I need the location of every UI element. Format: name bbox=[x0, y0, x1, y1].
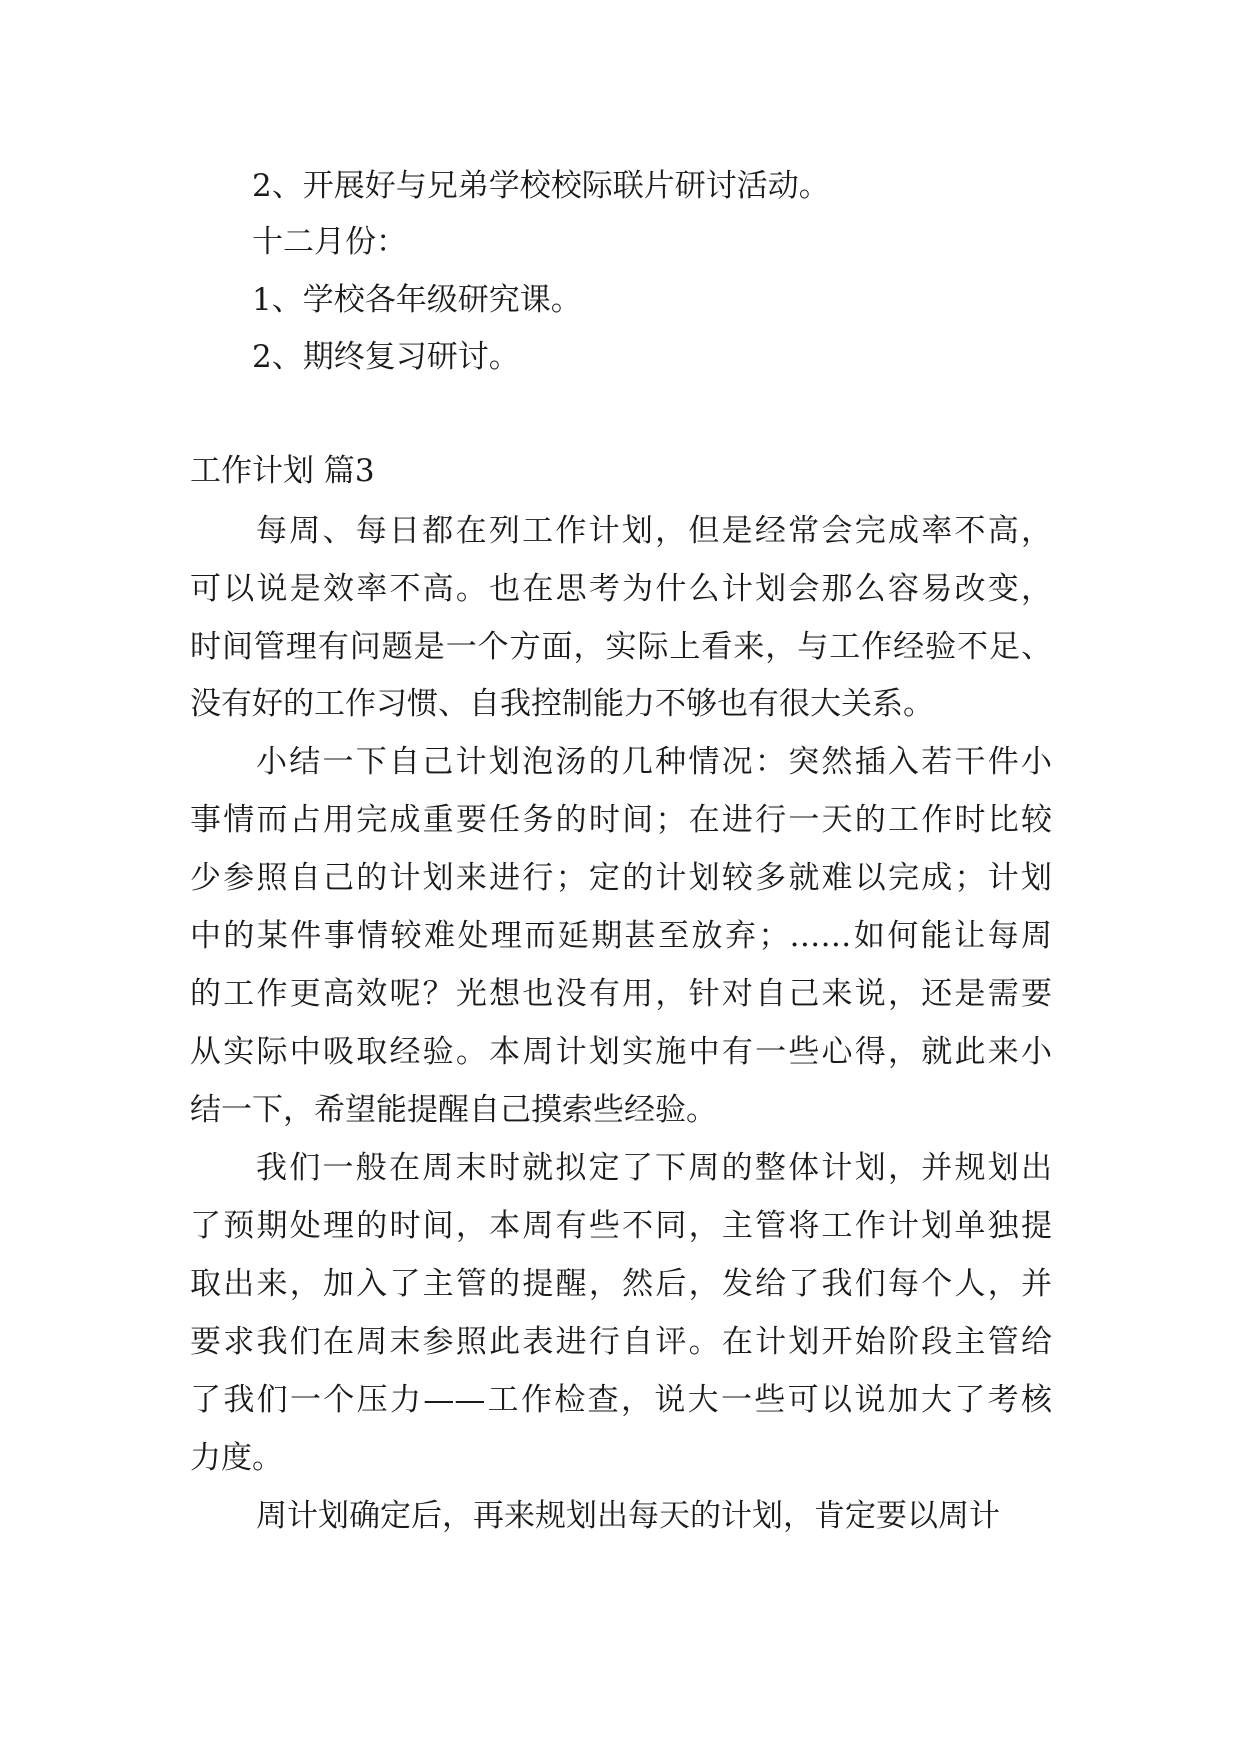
paragraph-line: 周计划确定后，再来规划出每天的计划，肯定要以周计 bbox=[256, 1498, 1000, 1534]
section-heading: 工作计划 篇3 bbox=[190, 453, 375, 489]
paragraph-line: 每周、每日都在列工作计划，但是经常会完成率不高， bbox=[256, 513, 1052, 549]
paragraph-line: 中的某件事情较难处理而延期甚至放弃；……如何能让每周 bbox=[190, 918, 1052, 954]
paragraph-line: 力度。 bbox=[190, 1440, 283, 1476]
paragraph-line: 我们一般在周末时就拟定了下周的整体计划，并规划出 bbox=[256, 1150, 1052, 1186]
paragraph-line: 事情而占用完成重要任务的时间；在进行一天的工作时比较 bbox=[190, 802, 1052, 838]
paragraph-line: 小结一下自己计划泡汤的几种情况：突然插入若干件小 bbox=[256, 744, 1052, 780]
list-item-research-class: 1、学校各年级研究课。 bbox=[252, 282, 582, 318]
list-item-final-review: 2、期终复习研讨。 bbox=[252, 339, 520, 375]
paragraph-line: 了我们一个压力——工作检查，说大一些可以说加大了考核 bbox=[190, 1382, 1052, 1418]
paragraph-line: 可以说是效率不高。也在思考为什么计划会那么容易改变， bbox=[190, 571, 1052, 607]
month-label-december: 十二月份： bbox=[252, 224, 407, 260]
paragraph-line: 的工作更高效呢？光想也没有用，针对自己来说，还是需要 bbox=[190, 976, 1052, 1012]
paragraph-line: 要求我们在周末参照此表进行自评。在计划开始阶段主管给 bbox=[190, 1324, 1052, 1360]
paragraph-line: 了预期处理的时间，本周有些不同，主管将工作计划单独提 bbox=[190, 1208, 1052, 1244]
paragraph-line: 没有好的工作习惯、自我控制能力不够也有很大关系。 bbox=[190, 686, 934, 722]
paragraph-line: 少参照自己的计划来进行；定的计划较多就难以完成；计划 bbox=[190, 860, 1052, 896]
paragraph-line: 结一下，希望能提醒自己摸索些经验。 bbox=[190, 1092, 717, 1128]
list-item-seminar: 2、开展好与兄弟学校校际联片研讨活动。 bbox=[252, 168, 830, 204]
paragraph-line: 取出来，加入了主管的提醒，然后，发给了我们每个人，并 bbox=[190, 1266, 1052, 1302]
paragraph-line: 从实际中吸取经验。本周计划实施中有一些心得，就此来小 bbox=[190, 1034, 1052, 1070]
paragraph-line: 时间管理有问题是一个方面，实际上看来，与工作经验不足、 bbox=[190, 629, 1052, 665]
